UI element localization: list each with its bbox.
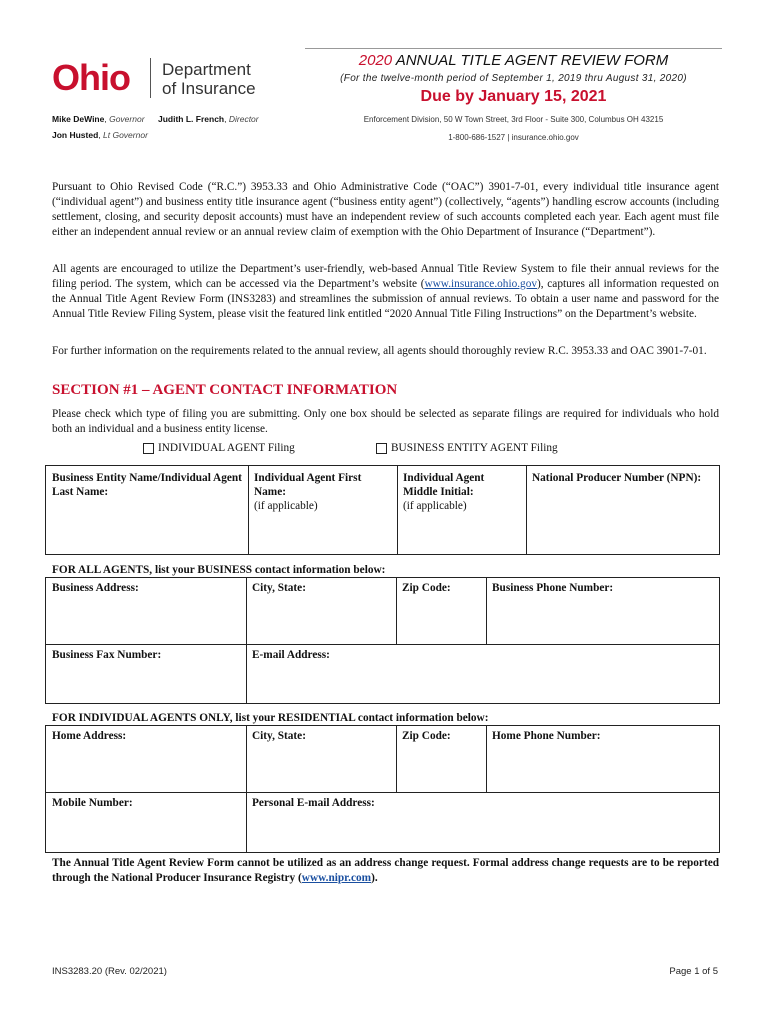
home-address-label: Home Address: — [52, 730, 127, 742]
table-divider — [396, 726, 397, 792]
director-official: Judith L. French, Director — [158, 114, 259, 124]
address-change-notice — [52, 856, 719, 886]
due-date: Due by January 15, 2021 — [420, 88, 607, 105]
form-title-text: ANNUAL TITLE AGENT REVIEW FORM — [392, 52, 669, 69]
individual-agent-label: INDIVIDUAL AGENT Filing — [158, 442, 295, 454]
governor-title: Governor — [109, 114, 145, 124]
contact-line: 1-800-686-1527 | insurance.ohio.gov — [448, 133, 579, 142]
ohio-department-of-insurance-logo — [52, 56, 262, 106]
business-zip-label: Zip Code: — [402, 582, 451, 594]
business-address-label: Business Address: — [52, 582, 139, 594]
intro-p2-text-before: All agents are encouraged to utilize the Department’s user-friendly, web-based Annual Title Review System to file their annual reviews for the filing period. The system, which can be accessed via the Department’s website ( — [52, 263, 719, 290]
table-divider — [397, 466, 398, 554]
business-fax-label: Business Fax Number: — [52, 649, 162, 661]
business-contact-table — [45, 577, 720, 704]
division-address: Enforcement Division, 50 W Town Street, 3rd Floor - Suite 300, Columbus OH 43215 — [363, 115, 664, 124]
home-city-state-field[interactable] — [248, 726, 394, 790]
home-zip-label: Zip Code: — [402, 730, 451, 742]
logo-dept-line2: of Insurance — [162, 79, 256, 98]
business-address-field[interactable] — [48, 578, 244, 642]
npn-label: National Producer Number (NPN): — [532, 472, 702, 484]
npn-field[interactable] — [528, 468, 718, 552]
mobile-number-field[interactable] — [48, 793, 244, 850]
insurance-website-link[interactable]: www.insurance.ohio.gov — [424, 278, 537, 290]
business-city-state-field[interactable] — [248, 578, 394, 642]
business-phone-field[interactable] — [488, 578, 718, 642]
intro-paragraph-3: For further information on the requirements related to the annual review, all agents should thoroughly review R.C. 3953.33 and OAC 3901-7-01. — [52, 345, 707, 357]
personal-email-field[interactable] — [248, 793, 718, 850]
first-name-field[interactable] — [250, 468, 395, 552]
page-number: Page 1 of 5 — [669, 966, 718, 977]
nipr-website-link[interactable]: www.nipr.com — [301, 872, 372, 884]
governor-name: Mike DeWine — [52, 114, 105, 124]
home-city-state-label: City, State: — [252, 730, 306, 742]
residential-contact-caption: FOR INDIVIDUAL AGENTS ONLY, list your RESIDENTIAL contact information below: — [52, 712, 489, 724]
lt-governor-name: Jon Husted — [52, 130, 99, 140]
personal-email-label: Personal E-mail Address: — [252, 797, 375, 809]
mobile-number-label: Mobile Number: — [52, 797, 133, 809]
first-name-label: Individual Agent First Name: — [254, 472, 362, 498]
table-divider — [246, 726, 247, 852]
form-code: INS3283.20 (Rev. 02/2021) — [52, 966, 167, 977]
individual-agent-checkbox[interactable] — [143, 443, 154, 454]
table-divider — [396, 578, 397, 644]
middle-initial-field[interactable] — [399, 468, 524, 552]
notice-text-after: ). — [371, 872, 378, 884]
business-email-field[interactable] — [248, 645, 718, 701]
business-entity-option[interactable] — [376, 442, 558, 454]
governor-officials: Mike DeWine, Governor Jon Husted, Lt Governor — [52, 114, 148, 140]
residential-contact-table — [45, 725, 720, 853]
business-entity-checkbox[interactable] — [376, 443, 387, 454]
middle-initial-note: (if applicable) — [403, 500, 467, 512]
business-email-label: E-mail Address: — [252, 649, 330, 661]
business-entity-label: BUSINESS ENTITY AGENT Filing — [391, 442, 558, 454]
home-phone-label: Home Phone Number: — [492, 730, 601, 742]
agent-identity-table — [45, 465, 720, 555]
intro-paragraph-2 — [52, 262, 719, 322]
form-title — [305, 52, 722, 69]
intro-p2-text-after: ), captures all information requested on the Annual Title Agent Review Form (INS3283) and streamlines the submission of annual reviews. To obtain a user name and password for the Annual Title Review Filing System, please visit the featured link entitled “2020 Annual Title Filing Instructions” on the Department’s website. — [52, 278, 719, 320]
intro-paragraph-1: Pursuant to Ohio Revised Code (“R.C.”) 3953.33 and Ohio Administrative Code (“OAC”) 3901-7-01, every individual title insurance agent (“individual agent”) and business entity title insurance agent (“business entity agent”) (collectively, “agents”) handling escrow accounts (including settlement, closing, and security deposit accounts) must have an independent review of such accounts completed each year. Each agent must file either an independent annual review or an annual review claim of exemption with the Ohio Department of Insurance (“Department”). — [52, 181, 719, 238]
logo-ohio-wordmark: Ohio — [52, 57, 130, 98]
business-phone-label: Business Phone Number: — [492, 582, 614, 594]
logo-department-text — [162, 60, 256, 98]
business-city-state-label: City, State: — [252, 582, 306, 594]
table-divider — [486, 726, 487, 792]
section-1-heading: SECTION #1 – AGENT CONTACT INFORMATION — [52, 382, 398, 398]
filing-type-instruction: Please check which type of filing you are submitting. Only one box should be selected as separate filings are required for individuals who hold both an individual and a business entity license. — [52, 408, 719, 435]
table-divider — [246, 578, 247, 703]
form-year: 2020 — [358, 52, 393, 69]
table-divider — [248, 466, 249, 554]
notice-text-before: The Annual Title Agent Review Form cannot be utilized as an address change request. Formal address change requests are to be reported through the National Producer Insurance Registry ( — [52, 857, 719, 884]
business-entity-name-label: Business Entity Name/Individual Agent Last Name: — [52, 472, 242, 498]
director-name: Judith L. French — [158, 114, 225, 124]
business-entity-name-field[interactable] — [48, 468, 246, 552]
middle-initial-label: Individual Agent Middle Initial: — [403, 472, 485, 498]
lt-governor-title: Lt Governor — [103, 130, 148, 140]
table-divider — [486, 578, 487, 644]
table-divider — [526, 466, 527, 554]
business-zip-field[interactable] — [398, 578, 484, 642]
director-title: Director — [228, 114, 259, 124]
logo-divider — [150, 58, 151, 98]
home-phone-field[interactable] — [488, 726, 718, 790]
business-fax-field[interactable] — [48, 645, 244, 701]
form-period: (For the twelve-month period of September 1, 2019 thru August 31, 2020) — [340, 73, 687, 84]
business-contact-caption: FOR ALL AGENTS, list your BUSINESS contact information below: — [52, 564, 386, 576]
first-name-note: (if applicable) — [254, 500, 318, 512]
home-address-field[interactable] — [48, 726, 244, 790]
logo-dept-line1: Department — [162, 60, 251, 79]
header-rule — [305, 48, 722, 49]
home-zip-field[interactable] — [398, 726, 484, 790]
individual-agent-option[interactable] — [143, 442, 295, 454]
